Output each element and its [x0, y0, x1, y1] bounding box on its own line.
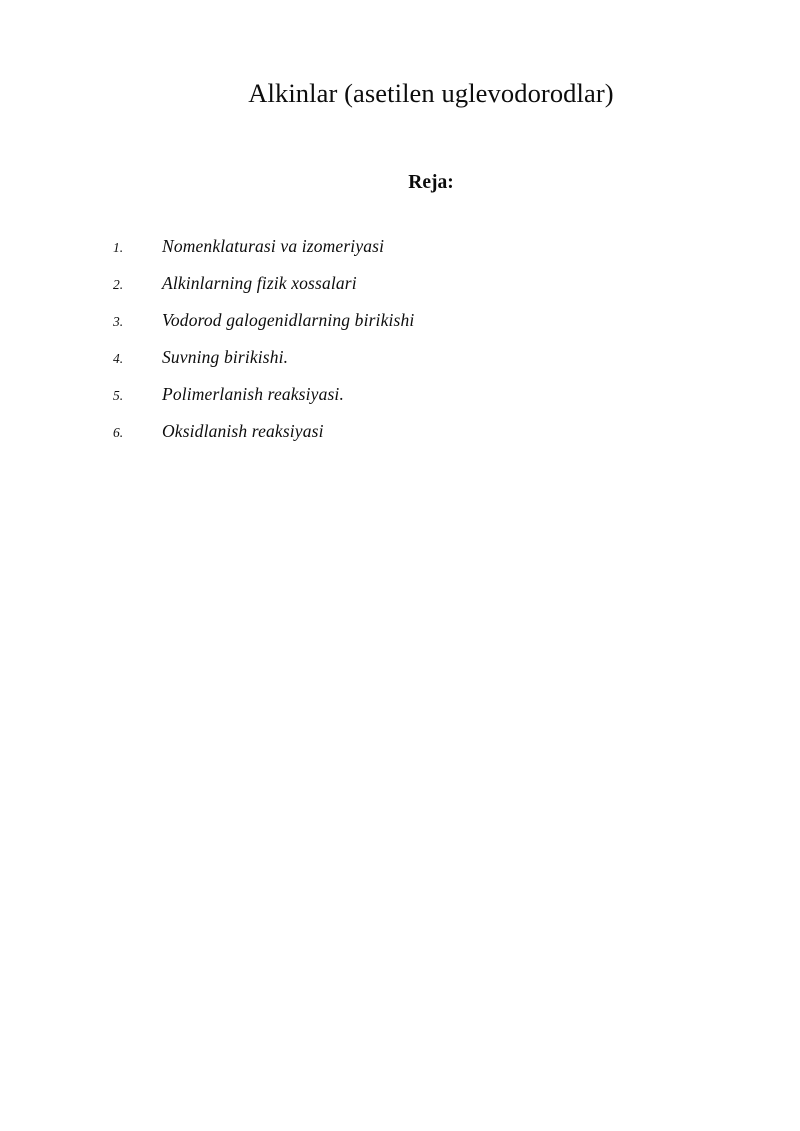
list-item: [113, 265, 749, 302]
list-item-number: 6.: [113, 424, 124, 440]
list-item: [113, 339, 749, 376]
list-item-number: 5.: [113, 387, 124, 403]
page-title: Alkinlar (asetilen uglevodorodlar): [248, 78, 614, 108]
list-item: [113, 376, 749, 413]
list-item: [113, 302, 749, 339]
list-item-number: 2.: [113, 276, 124, 292]
list-item-number: 3.: [113, 313, 124, 329]
list-item-label: Oksidlanish reaksiyasi: [162, 420, 324, 441]
list-item-label: Suvning birikishi.: [162, 346, 289, 367]
plan-list: [113, 195, 749, 450]
list-item-number: 1.: [113, 239, 124, 255]
list-item: [113, 228, 749, 265]
list-item-label: Vodorod galogenidlarning birikishi: [162, 309, 415, 330]
list-item-label: Alkinlarning fizik xossalari: [162, 272, 357, 293]
list-item-number: 4.: [113, 350, 124, 366]
document-content: [113, 0, 749, 450]
list-item-label: Polimerlanish reaksiyasi.: [162, 383, 344, 404]
plan-heading: Reja:: [408, 172, 454, 194]
list-item-label: Nomenklaturasi va izomeriyasi: [162, 235, 385, 256]
list-item: [113, 413, 749, 450]
